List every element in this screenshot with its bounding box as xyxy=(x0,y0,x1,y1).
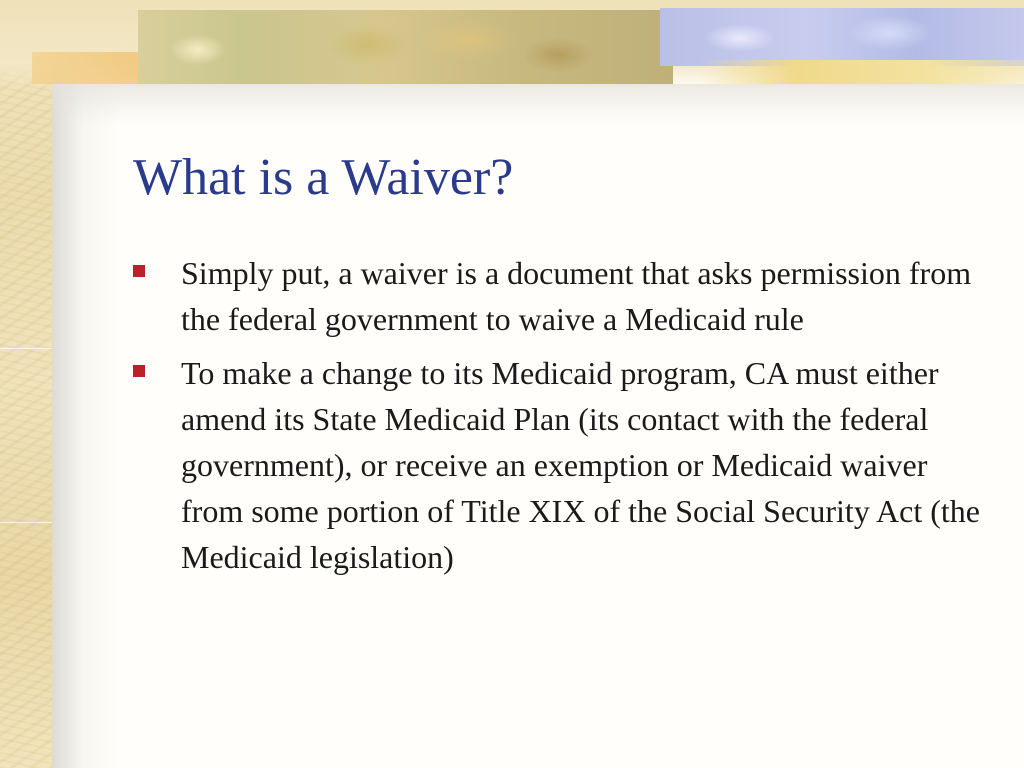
top-banner-blue-image xyxy=(660,8,1024,66)
slide-title: What is a Waiver? xyxy=(133,149,514,206)
left-parchment-strip xyxy=(0,0,52,768)
square-bullet-icon xyxy=(133,365,145,377)
bullet-text: Simply put, a waiver is a document that asks permission from the federal government to waive a Medicaid rule xyxy=(181,255,972,337)
strip-divider xyxy=(0,348,52,349)
strip-divider xyxy=(0,522,52,523)
bullet-text: To make a change to its Medicaid program, CA must either amend its State Medicaid Plan (its contact with the federal government), or receive an exemption or Medicaid waiver from some portion of Title XIX of the Social Security Act (the Medicaid legislation) xyxy=(181,355,980,575)
top-banner-leaves-image xyxy=(138,10,673,84)
top-banner-yellow-strip xyxy=(700,60,1024,84)
bullet-item xyxy=(133,350,993,580)
bullet-item xyxy=(133,250,993,342)
top-shadow xyxy=(52,84,1024,124)
square-bullet-icon xyxy=(133,265,145,277)
bullet-list xyxy=(133,250,993,588)
